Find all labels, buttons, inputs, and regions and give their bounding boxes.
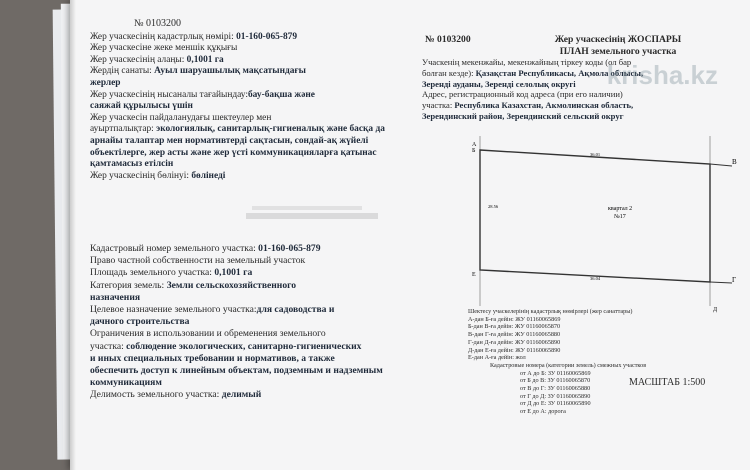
line-value: и иных специальных требовании и нормативов, а также	[90, 352, 335, 364]
text-line	[90, 243, 420, 255]
line-value: бау-бақша және	[247, 89, 315, 100]
legend-line: Е-дан А-ға дейін: жол	[468, 354, 526, 362]
line-label: участка:	[422, 100, 455, 111]
line-label: участка:	[90, 340, 127, 352]
document-number-left: № 0103200	[134, 18, 182, 29]
plan-scale: МАСШТАБ 1:500	[629, 377, 706, 388]
legend-line: от В до Г: ЗУ 01160065880	[520, 385, 591, 393]
plan-title-ru: ПЛАН земельного участка	[559, 45, 677, 57]
line-value: саяжай құрылысы үшін	[90, 101, 193, 112]
text-line	[90, 316, 420, 328]
corner-label-a: А	[472, 142, 477, 148]
parcel-number: №17	[614, 214, 626, 220]
kazakh-section	[90, 18, 410, 182]
text-line	[90, 32, 410, 44]
text-line	[90, 341, 420, 353]
plan-title-kz: Жер учаскесінің ЖОСПАРЫ	[554, 34, 682, 45]
faint-stamp-mark	[242, 200, 382, 232]
text-line	[422, 89, 742, 100]
line-value: Республика Казахстан, Акмолинская область,	[454, 100, 634, 111]
parcel-plan-drawing	[470, 136, 740, 316]
text-line	[90, 255, 420, 267]
line-label: Целевое назначение земельного участка:	[90, 304, 257, 316]
line-value: қамтамасыз етілсін	[90, 159, 174, 170]
line-label: Жер учаскесін пайдаланудағы шектеулер мен	[90, 112, 272, 123]
line-value: 0,1001 га	[214, 267, 253, 279]
legend-line: Шектесу учаскелерінің кадастрлық нөмірлері (жер санаттары)	[468, 308, 633, 315]
line-label: ауыртпалықтар:	[90, 124, 157, 135]
parcel-boundary	[480, 150, 710, 282]
line-value: дачного строительства	[90, 316, 190, 328]
adjacent-parcels-legend	[468, 308, 708, 416]
line-value: соблюдение экологических, санитарно-гигиенических	[126, 340, 362, 352]
document-number-right: № 0103200	[425, 34, 471, 45]
line-label: Площадь земельного участка:	[90, 267, 215, 279]
text-line	[90, 171, 410, 183]
text-line	[90, 292, 420, 304]
corner-label-a2: Б	[472, 148, 476, 154]
line-label: Жер учаскесінің кадастрлық нөмірі:	[90, 31, 237, 42]
text-line	[90, 136, 410, 148]
text-line	[90, 365, 420, 377]
line-label: Жердің санаты:	[90, 66, 155, 77]
land-certificate-document	[70, 0, 750, 470]
legend-line: от Д до Е: ЗУ 01160065890	[520, 400, 591, 408]
watermark-logo: krisha.kz	[606, 60, 718, 90]
line-value: жерлер	[90, 77, 121, 88]
line-label: Категория земель:	[90, 279, 167, 291]
line-value: Ауыл шаруашылық мақсатындағы	[154, 66, 306, 77]
line-value: 0,1001 га	[186, 54, 224, 65]
dim-bottom: 36.04	[590, 276, 601, 281]
text-line	[90, 124, 410, 136]
corner-label-d: Д	[713, 307, 718, 313]
legend-line: В-дан Г-ға дейін: ЖУ 01160065880	[468, 331, 561, 339]
line-value: обеспечить доступ к линейным объектам, подземным и надземным	[90, 365, 383, 377]
line-label: Жер учаскесінің алаңы:	[90, 54, 187, 65]
line-value: коммуникациям	[90, 377, 162, 389]
line-value: объектілерге, жер асты және жер үсті коммуникацияларға қатынас	[90, 147, 377, 158]
text-line	[90, 304, 420, 316]
legend-line: от Г до Д: ЗУ 01160065890	[520, 392, 591, 400]
text-line	[90, 43, 410, 55]
text-line	[90, 267, 420, 279]
line-label: Учаскенің мекенжайы, мекенжайның тіркеу коды (ол бар	[422, 57, 632, 67]
text-line	[90, 90, 410, 102]
boundary-extension-bottom	[710, 282, 732, 283]
text-line	[90, 377, 420, 389]
boundary-extension-top	[710, 164, 732, 166]
text-line	[90, 159, 410, 171]
legend-line: от А до Б: ЗУ 01160065869	[520, 369, 591, 377]
text-line	[90, 101, 410, 113]
line-value: Қазақстан Республикасы, Ақмола облысы,	[475, 67, 644, 78]
line-label: Жер учаскесінің нысаналы тағайындау:	[90, 89, 248, 100]
line-value: Земли сельскохозяйственного	[166, 279, 297, 291]
dim-left: 28.56	[488, 204, 499, 209]
corner-label-v: В	[732, 158, 737, 166]
line-label: болған кезде):	[422, 67, 476, 78]
russian-section	[90, 243, 420, 402]
line-label: Адрес, регистрационный код адреса (при его наличии)	[422, 89, 623, 100]
line-value: назначения	[90, 291, 141, 303]
line-label: Жер учаскесіне жеке меншік құқығы	[90, 43, 238, 54]
line-value: экологиялық, санитарлық-гигиеналық және басқа да	[156, 124, 385, 135]
text-line	[90, 353, 420, 365]
line-label: Ограничения в использовании и обременения земельного	[90, 328, 326, 340]
text-line	[90, 389, 420, 401]
legend-line: от Е до А: дорога	[520, 408, 566, 416]
text-line	[90, 78, 410, 90]
line-value: бөлінеді	[191, 170, 226, 181]
text-line	[422, 111, 742, 122]
legend-line: Б-дан В-ға дейін: ЖУ 01160065870	[468, 323, 561, 331]
dim-top: 36.01	[590, 152, 601, 157]
text-line	[90, 280, 420, 292]
line-value: 01-160-065-879	[258, 243, 321, 254]
line-label: Делимость земельного участка:	[90, 389, 222, 401]
legend-line: А-дан Б-ға дейін: ЖУ 01160065869	[468, 315, 561, 323]
legend-line: от Б до В: ЗУ 01160065870	[520, 377, 591, 385]
line-label: Право частной собственности на земельный участок	[90, 255, 306, 267]
corner-label-g: Г	[732, 276, 737, 284]
text-line	[90, 113, 410, 125]
line-label: Кадастровый номер земельного участка:	[90, 243, 259, 254]
text-line	[422, 100, 742, 111]
line-value: для садоводства и	[256, 304, 335, 316]
plan-title	[518, 34, 718, 57]
text-line	[90, 55, 410, 67]
legend-line: Г-дан Д-ға дейін: ЖУ 01160065890	[468, 338, 561, 346]
line-value: делимый	[221, 389, 262, 401]
line-value: 01-160-065-879	[236, 31, 298, 42]
line-value: Зеренді ауданы, Зеренді селолық округі	[422, 78, 576, 89]
line-value: Зерендинский район, Зерендинский сельский округ	[422, 110, 624, 121]
line-label: Жер учаскесінің бөлінуі:	[90, 170, 192, 181]
page-fold	[70, 0, 76, 470]
text-line	[90, 328, 420, 340]
kazakh-lines	[90, 32, 410, 183]
text-line	[90, 66, 410, 78]
legend-line: Д-дан Е-ға дейін: ЖУ 01160065890	[468, 346, 561, 354]
russian-lines	[90, 243, 420, 402]
parcel-label: квартал 2	[608, 206, 633, 212]
corner-label-e: Е	[472, 272, 476, 278]
legend-line: Кадастровые номера (категории земель) смежных участков	[490, 361, 647, 369]
text-line	[90, 148, 410, 160]
line-value: арнайы талаптар мен нормативтерді сақтасын, сондай-ақ жүйелі	[90, 135, 369, 146]
